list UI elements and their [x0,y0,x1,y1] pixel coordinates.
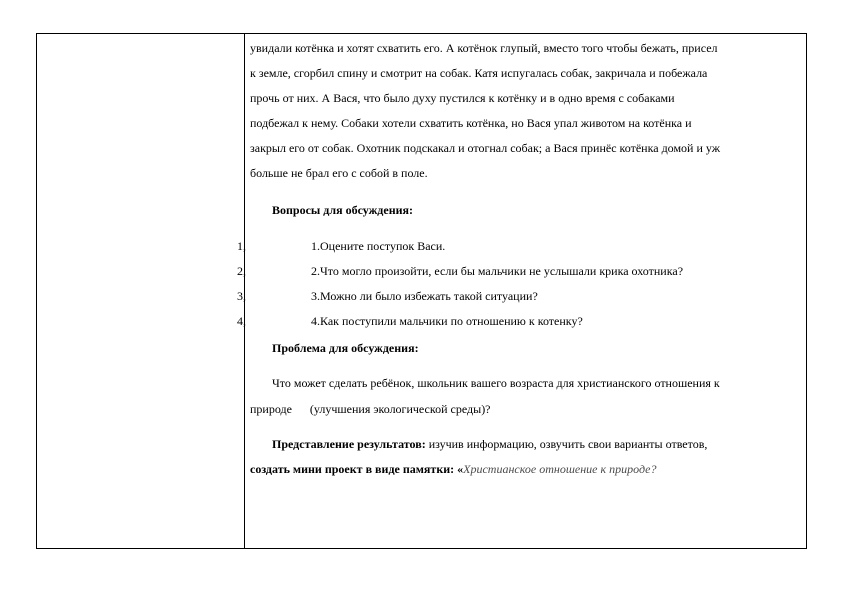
story-line: к земле, сгорбил спину и смотрит на собак. Катя испугалась собак, закричала и побежала [250,66,708,80]
questions-heading: Вопросы для обсуждения: [272,203,414,217]
results-project-text: создать мини проект в виде памятки: « [250,462,464,476]
results-line [272,437,707,451]
results-text: изучив информацию, озвучить свои варианты ответов, [425,437,708,451]
story-line: больше не брал его с собой в поле. [250,166,428,180]
list-number: 3, [237,289,246,303]
results-project-title: Христианское отношение к природе? [463,462,657,476]
story-line: подбежал к нему. Собаки хотели схватить котёнка, но Вася упал животом на котёнка и [250,116,692,130]
problem-text: природе (улучшения экологической среды)? [250,402,491,416]
problem-heading: Проблема для обсуждения: [272,341,419,355]
list-number: 4, [237,314,246,328]
question-item: 1.Оцените поступок Васи. [311,239,446,253]
results-line [250,462,657,476]
list-number: 2, [237,264,246,278]
problem-text: Что может сделать ребёнок, школьник вашего возраста для христианского отношения к [272,376,720,390]
question-item: 3.Можно ли было избежать такой ситуации? [311,289,538,303]
question-item: 2.Что могло произойти, если бы мальчики не услышали крика охотника? [311,264,684,278]
list-number: 1, [237,239,246,253]
story-line: закрыл его от собак. Охотник подскакал и отогнал собак; а Вася принёс котёнка домой и уж [250,141,721,155]
question-item: 4.Как поступили мальчики по отношению к котенку? [311,314,583,328]
story-line: прочь от них. А Вася, что было духу пустился к котёнку и в одно время с собаками [250,91,675,105]
story-line: увидали котёнка и хотят схватить его. А котёнок глупый, вместо того чтобы бежать, присел [250,41,718,55]
results-label: Представление результатов: [272,437,426,451]
